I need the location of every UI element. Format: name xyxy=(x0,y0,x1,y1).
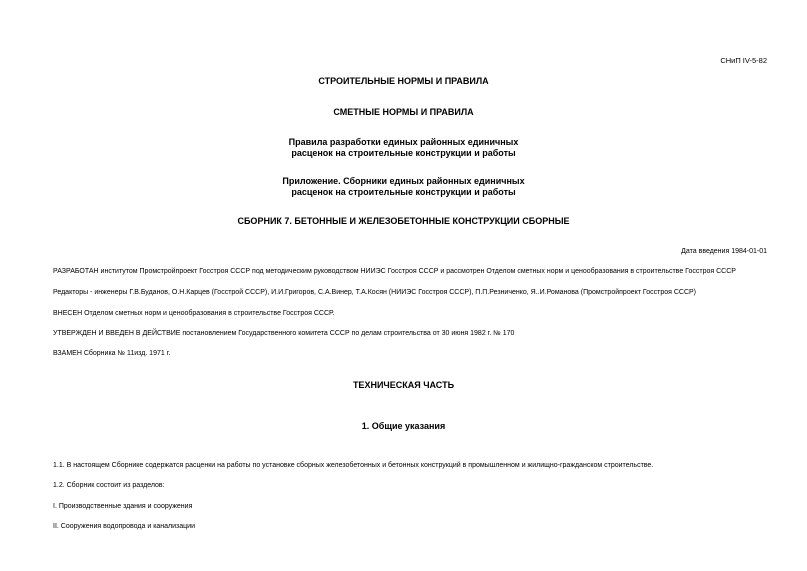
appendix-title-line1: Приложение. Сборники единых районных единичных xyxy=(282,176,525,186)
section1-heading: 1. Общие указания xyxy=(361,421,446,431)
editors-text: Редакторы - инженеры Г.В.Буданов, О.Н.Карцев (Госстрой СССР), И.И.Григоров, С.А.Винер, Т.А.Косян (НИИЭС Госстроя СССР), П.П.Резниченко, Я..И.Романова (Промстройпроект Госстроя СССР) xyxy=(53,289,697,296)
appendix-title-line2: расценок на строительные конструкции и работы xyxy=(291,187,516,197)
document-code: СНиП IV-5-82 xyxy=(720,56,767,65)
submitted-by-text: ВНЕСЕН Отделом сметных норм и ценообразования в строительстве Госстроя СССР. xyxy=(53,310,335,317)
collection-title: СБОРНИК 7. БЕТОННЫЕ И ЖЕЛЕЗОБЕТОННЫЕ КОНСТРУКЦИИ СБОРНЫЕ xyxy=(237,216,570,226)
approved-text: УТВЕРЖДЕН И ВВЕДЕН В ДЕЙСТВИЕ постановлением Государственного комитета СССР по делам строительства от 30 июня 1982 г. № 170 xyxy=(53,330,515,337)
replaces-text: ВЗАМЕН Сборника № 11изд. 1971 г. xyxy=(53,350,171,357)
rules-title xyxy=(0,137,807,159)
main-title: СТРОИТЕЛЬНЫЕ НОРМЫ И ПРАВИЛА xyxy=(318,76,489,86)
developed-by-text: РАЗРАБОТАН институтом Промстройпроект Госстроя СССР под методическим руководством НИИЭС Госстроя СССР и рассмотрен Отделом сметных норм и ценообразования в строительстве Госстроя СССР xyxy=(53,268,736,275)
subtitle: СМЕТНЫЕ НОРМЫ И ПРАВИЛА xyxy=(333,107,474,117)
appendix-title xyxy=(0,176,807,198)
technical-part-heading: ТЕХНИЧЕСКАЯ ЧАСТЬ xyxy=(352,380,455,390)
paragraph-1-2: 1.2. Сборник состоит из разделов: xyxy=(53,482,165,489)
section-list-item: II. Сооружения водопровода и канализации xyxy=(53,523,195,530)
rules-title-line2: расценок на строительные конструкции и работы xyxy=(291,148,516,158)
section-list-item: I. Производственные здания и сооружения xyxy=(53,503,193,510)
rules-title-line1: Правила разработки единых районных единичных xyxy=(288,137,519,147)
effective-date: Дата введения 1984-01-01 xyxy=(681,248,767,255)
paragraph-1-1: 1.1. В настоящем Сборнике содержатся расценки на работы по установке сборных железобетонных и бетонных конструкций в промышленном и жилищно-гражданском строительстве. xyxy=(53,462,654,469)
